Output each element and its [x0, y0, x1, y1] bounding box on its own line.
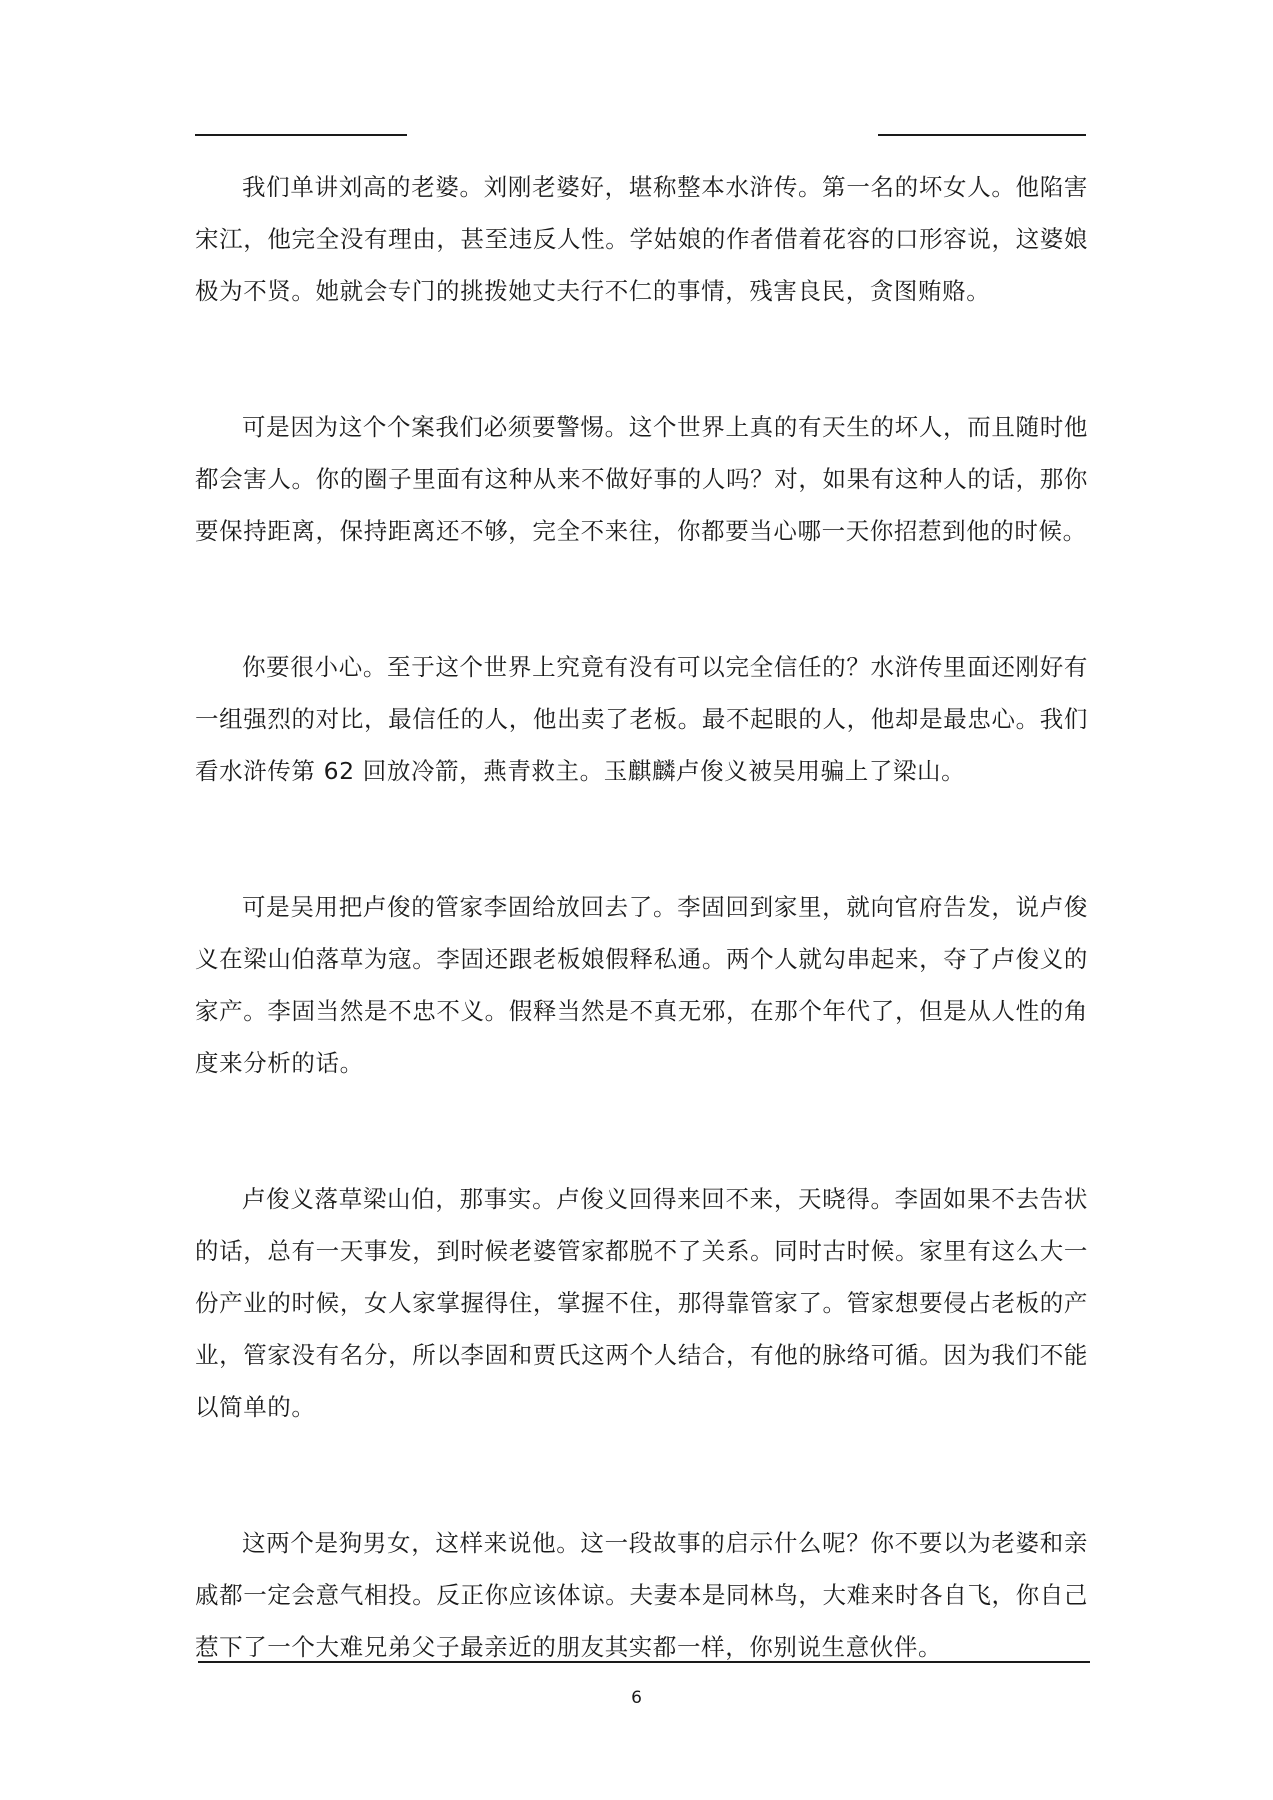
header-rule-right: [878, 134, 1086, 136]
paragraph: 这两个是狗男女，这样来说他。这一段故事的启示什么呢？你不要以为老婆和亲戚都一定会意气相投。反正你应该体谅。夫妻本是同林鸟，大难来时各自飞，你自己惹下了一个大难兄弟父子最亲近的朋友其实都一样，你别说生意伙伴。: [195, 1529, 1088, 1661]
header-rule-left: [195, 134, 407, 136]
paragraph: 可是吴用把卢俊的管家李固给放回去了。李固回到家里，就向官府告发，说卢俊义在梁山伯落草为寇。李固还跟老板娘假释私通。两个人就勾串起来，夺了卢俊义的家产。李固当然是不忠不义。假释当然是不真无邪，在那个年代了，但是从人性的角度来分析的话。: [195, 893, 1088, 1077]
paragraph: 卢俊义落草梁山伯，那事实。卢俊义回得来回不来，天晓得。李固如果不去告状的话，总有一天事发，到时候老婆管家都脱不了关系。同时古时候。家里有这么大一份产业的时候，女人家掌握得住，掌握不住，那得靠管家了。管家想要侵占老板的产业，管家没有名分，所以李固和贾氏这两个人结合，有他的脉络可循。因为我们不能以简单的。: [195, 1185, 1088, 1421]
body-text: [195, 161, 1088, 1673]
footer-rule: [198, 1661, 1090, 1663]
paragraph: 你要很小心。至于这个世界上究竟有没有可以完全信任的？水浒传里面还刚好有一组强烈的对比，最信任的人，他出卖了老板。最不起眼的人，他却是最忠心。我们看水浒传第 62 回放冷箭，燕青救主。玉麒麟卢俊义被吴用骗上了梁山。: [195, 653, 1088, 785]
paragraph: 可是因为这个个案我们必须要警惕。这个世界上真的有天生的坏人，而且随时他都会害人。你的圈子里面有这种从来不做好事的人吗？对，如果有这种人的话，那你要保持距离，保持距离还不够，完全不来往，你都要当心哪一天你招惹到他的时候。: [195, 413, 1088, 545]
page-number: 6: [631, 1688, 642, 1708]
paragraph: 我们单讲刘高的老婆。刘刚老婆好，堪称整本水浒传。第一名的坏女人。他陷害宋江，他完全没有理由，甚至违反人性。学姑娘的作者借着花容的口形容说，这婆娘极为不贤。她就会专门的挑拨她丈夫行不仁的事情，残害良民，贪图贿赂。: [195, 173, 1088, 305]
